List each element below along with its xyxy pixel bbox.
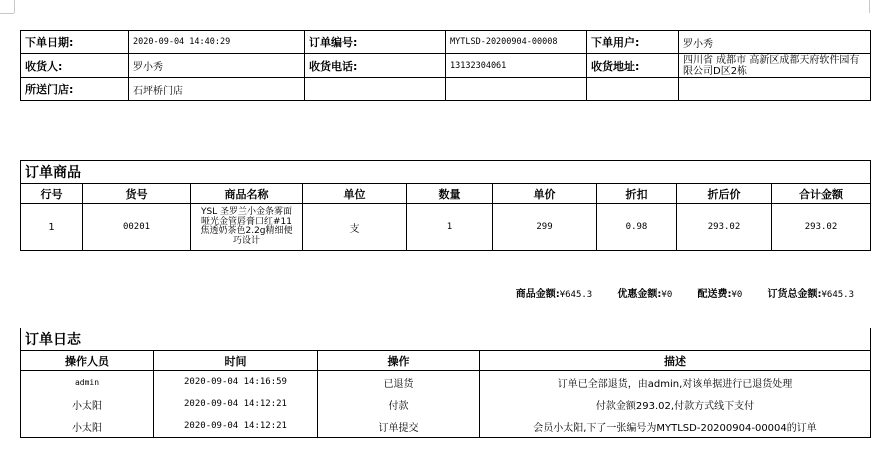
- line-number: 1: [21, 204, 83, 251]
- goods-amount-value: ¥645.3: [559, 290, 593, 300]
- order-products-table: [20, 160, 871, 251]
- order-total-label: 订货总金额:: [767, 289, 822, 300]
- page-crop-mark: [14, 0, 15, 13]
- log-time: 2020-09-04 14:12:21: [154, 393, 318, 415]
- empty-cell: [679, 78, 871, 101]
- order-user-label: 下单用户:: [587, 31, 679, 54]
- order-summary: [516, 285, 854, 300]
- table-row: [21, 78, 871, 101]
- column-header: 单价: [493, 184, 597, 204]
- logs-title: 订单日志: [21, 328, 871, 351]
- store-value: 石坪桥门店: [129, 78, 305, 101]
- column-header: 合计金额: [772, 184, 871, 204]
- log-description: 付款金额293.02,付款方式线下支付: [480, 393, 871, 415]
- table-row: [21, 393, 871, 415]
- column-header: 行号: [21, 184, 83, 204]
- product-name: YSL 圣罗兰小金条雾面哑光金管唇膏口红#11 焦透奶茶色2.2g精细便巧设计: [191, 204, 303, 251]
- order-total-value: ¥645.3: [821, 290, 854, 300]
- log-time: 2020-09-04 14:16:59: [154, 371, 318, 394]
- phone-label: 收货电话:: [305, 54, 446, 78]
- log-action: 已退货: [318, 371, 480, 394]
- shipping-label: 配送费:: [697, 289, 732, 300]
- page-crop-mark: [869, 0, 870, 13]
- table-title-row: [21, 161, 871, 184]
- discount-amount-label: 优惠金额:: [617, 289, 662, 300]
- column-header: 折扣: [597, 184, 677, 204]
- order-log-table: [20, 328, 871, 438]
- log-description: 会员小太阳,下了一张编号为MYTLSD-20200904-00004的订单: [480, 415, 871, 438]
- table-row: [21, 54, 871, 78]
- table-row: [21, 415, 871, 438]
- discount-amount-value: ¥0: [661, 290, 673, 300]
- log-action: 付款: [318, 393, 480, 415]
- log-operator: 小太阳: [21, 393, 154, 415]
- log-operator: 小太阳: [21, 415, 154, 438]
- column-header: 数量: [407, 184, 493, 204]
- address-label: 收货地址:: [587, 54, 679, 78]
- sku: 00201: [83, 204, 191, 251]
- table-row: [21, 371, 871, 394]
- products-title: 订单商品: [21, 161, 871, 184]
- column-header: 操作人员: [21, 351, 154, 371]
- receiver-value: 罗小秀: [129, 54, 305, 78]
- order-info-table: [20, 30, 871, 101]
- order-date-value: 2020-09-04 14:40:29: [129, 31, 305, 54]
- empty-cell: [587, 78, 679, 101]
- phone-value: 13132304061: [446, 54, 587, 78]
- order-date-label: 下单日期:: [21, 31, 129, 54]
- table-header-row: [21, 184, 871, 204]
- receiver-label: 收货人:: [21, 54, 129, 78]
- table-title-row: [21, 328, 871, 351]
- order-number-label: 订单编号:: [305, 31, 446, 54]
- column-header: 操作: [318, 351, 480, 371]
- table-row: [21, 31, 871, 54]
- column-header: 折后价: [677, 184, 772, 204]
- column-header: 货号: [83, 184, 191, 204]
- column-header: 描述: [480, 351, 871, 371]
- order-user-value: 罗小秀: [679, 31, 871, 54]
- shipping-value: ¥0: [731, 290, 743, 300]
- log-time: 2020-09-04 14:12:21: [154, 415, 318, 438]
- unit-price: 299: [493, 204, 597, 251]
- store-label: 所送门店:: [21, 78, 129, 101]
- column-header: 时间: [154, 351, 318, 371]
- log-action: 订单提交: [318, 415, 480, 438]
- discounted-price: 293.02: [677, 204, 772, 251]
- log-operator: admin: [21, 371, 154, 394]
- empty-cell: [305, 78, 446, 101]
- goods-amount-label: 商品金额:: [515, 289, 560, 300]
- order-number-value: MYTLSD-20200904-00008: [446, 31, 587, 54]
- table-header-row: [21, 351, 871, 371]
- page-crop-mark: [0, 13, 14, 14]
- address-value: 四川省 成都市 高新区成都天府软件园有限公司D区2栋: [679, 54, 871, 78]
- quantity: 1: [407, 204, 493, 251]
- empty-cell: [446, 78, 587, 101]
- column-header: 单位: [303, 184, 407, 204]
- table-row: [21, 204, 871, 251]
- column-header: 商品名称: [191, 184, 303, 204]
- log-description: 订单已全部退货，由admin,对该单据进行已退货处理: [480, 371, 871, 394]
- line-total: 293.02: [772, 204, 871, 251]
- discount: 0.98: [597, 204, 677, 251]
- unit: 支: [303, 204, 407, 251]
